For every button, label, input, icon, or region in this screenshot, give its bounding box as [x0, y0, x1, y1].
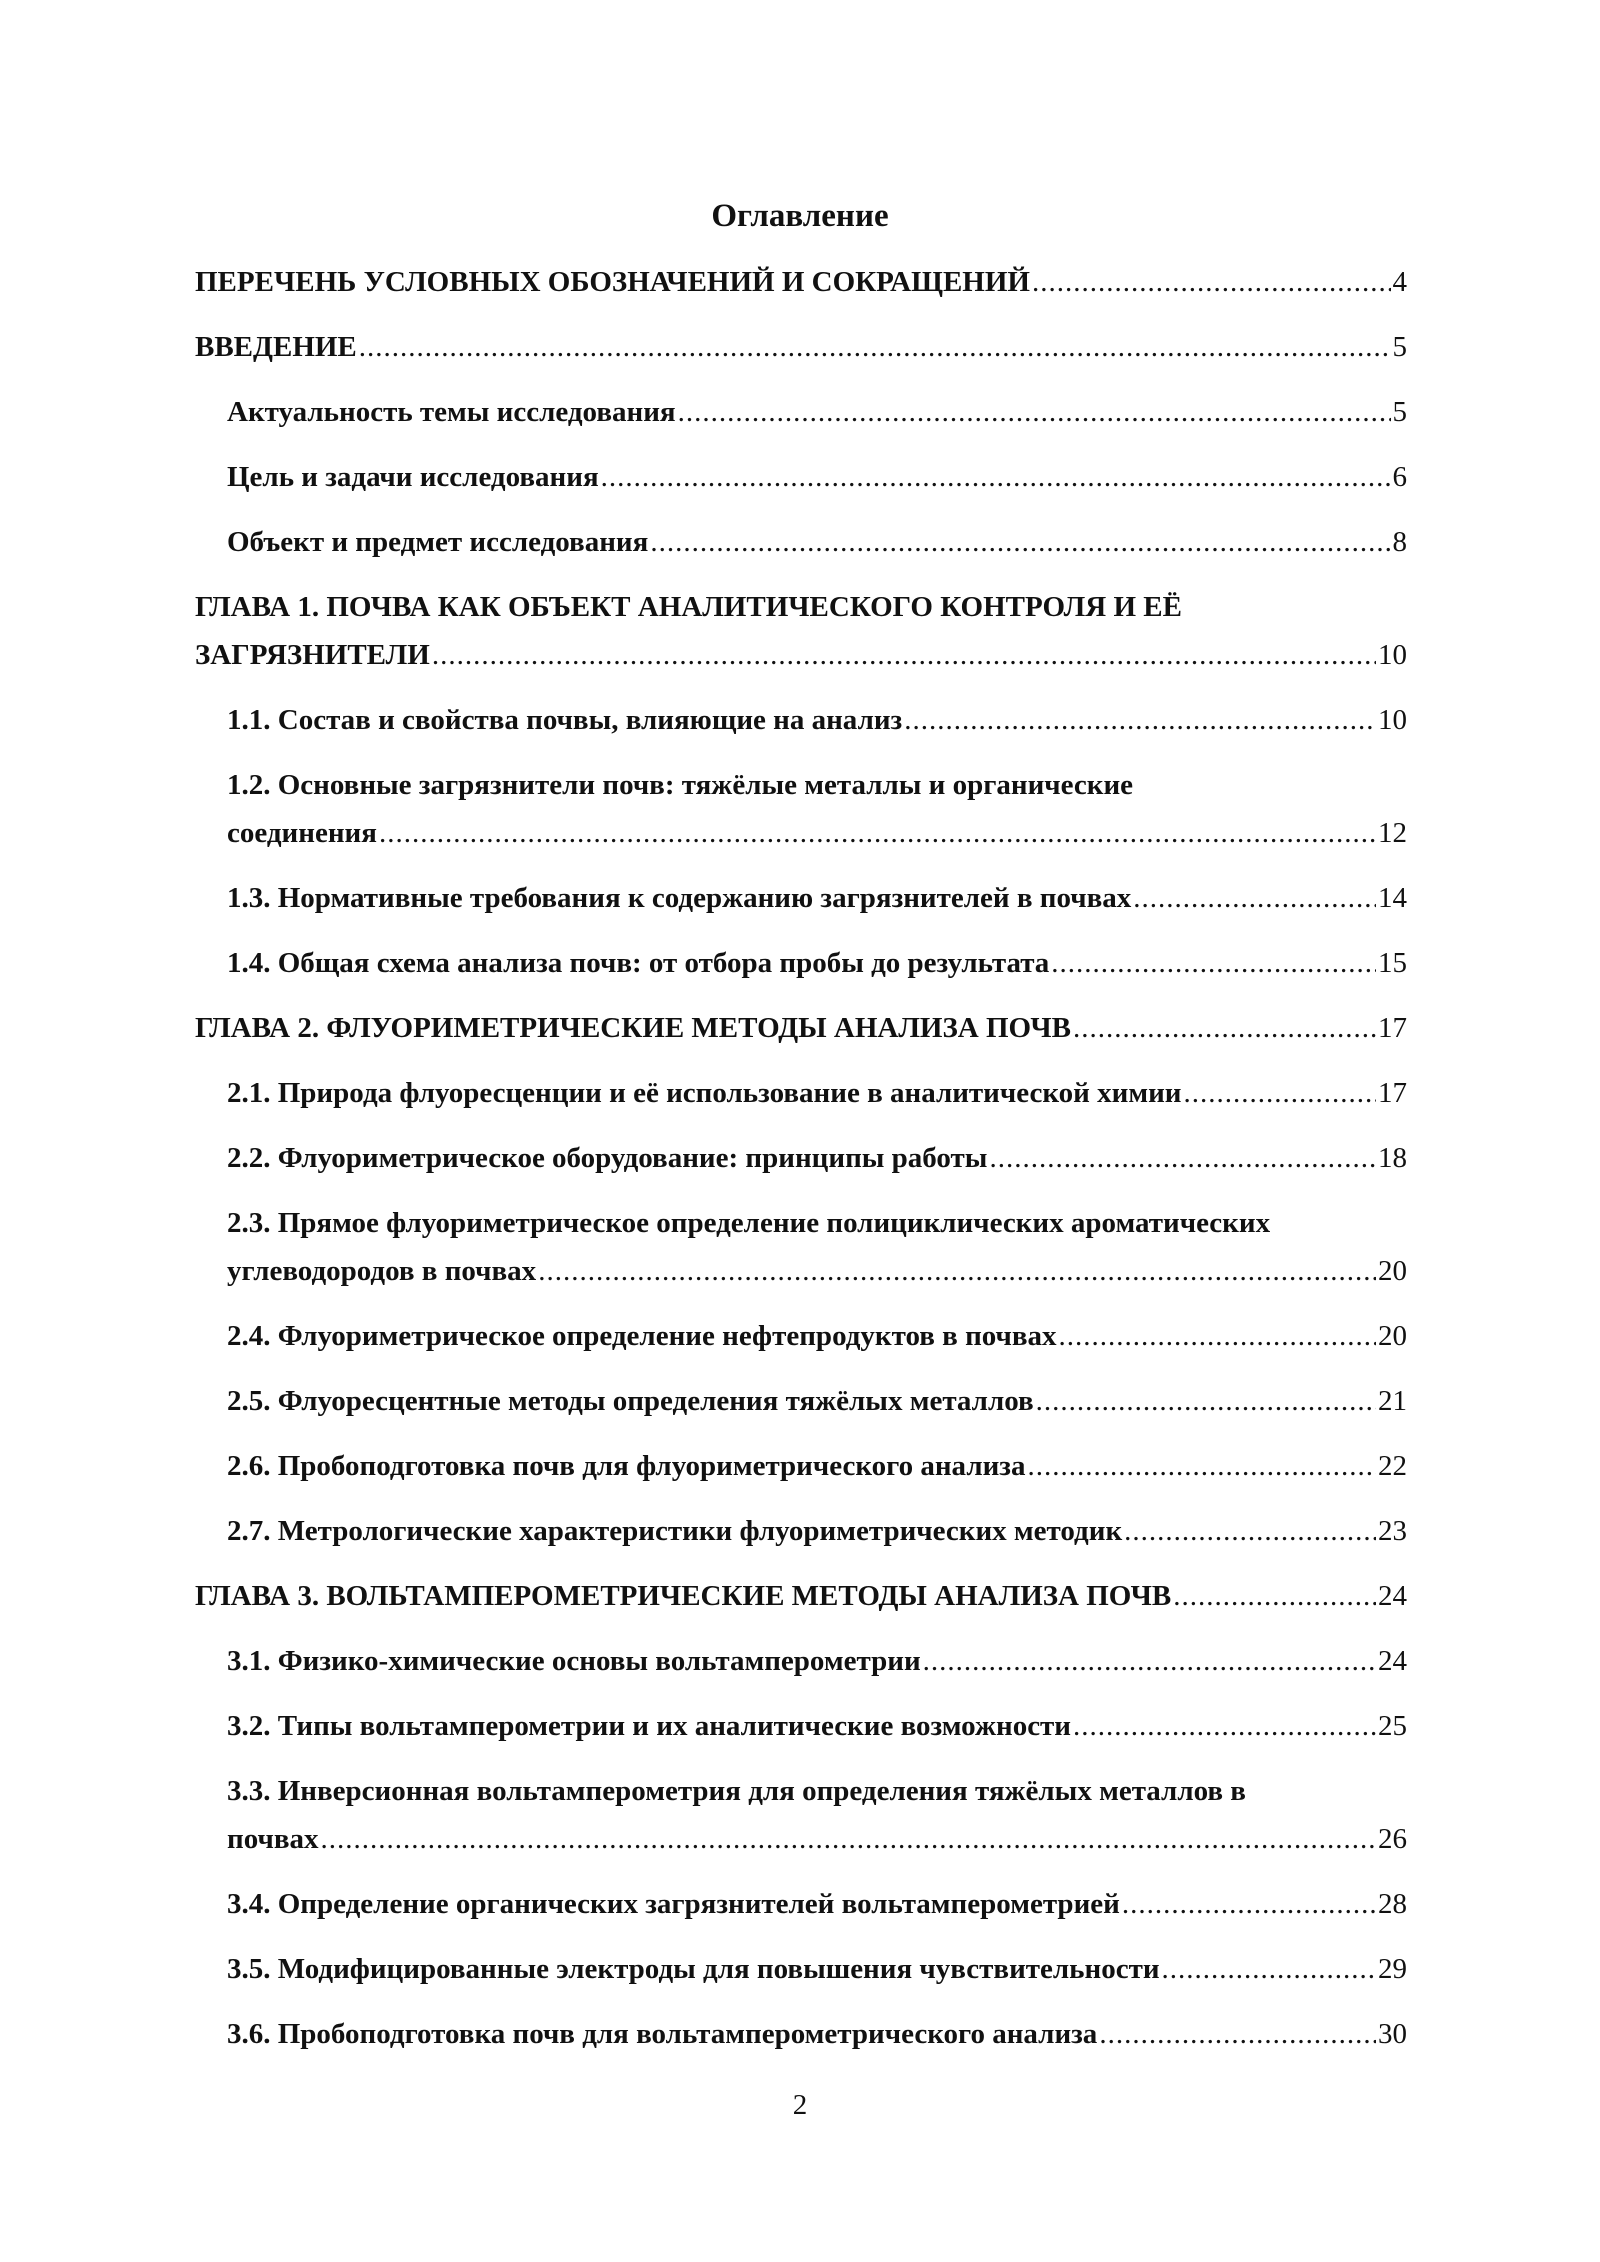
toc-entry-title: ГЛАВА 3. ВОЛЬТАМПЕРОМЕТРИЧЕСКИЕ МЕТОДЫ АНАЛИЗА ПОЧВ	[195, 1580, 1172, 1612]
toc-entry-title: 2.4. Флуориметрическое определение нефтепродуктов в почвах	[227, 1320, 1057, 1352]
toc-entry-title: 3.2. Типы вольтамперометрии и их аналитические возможности	[227, 1710, 1072, 1742]
toc-entry[interactable]	[227, 1507, 1407, 1555]
toc-entry-title: 1.4. Общая схема анализа почв: от отбора пробы до результата	[227, 947, 1050, 979]
dot-leader	[1133, 874, 1376, 922]
toc-entry-page-number: 4	[1392, 266, 1407, 298]
toc-entry-page-number: 17	[1378, 1077, 1407, 1109]
toc-entry-page-number: 8	[1392, 526, 1407, 558]
toc-entry[interactable]	[227, 1945, 1407, 1993]
toc-entry-page-number: 26	[1378, 1823, 1407, 1855]
dot-leader	[601, 453, 1391, 501]
toc-entry-title: 1.1. Состав и свойства почвы, влияющие на анализ	[227, 704, 903, 736]
dot-leader	[1032, 258, 1391, 306]
toc-entry-page-number: 20	[1378, 1320, 1407, 1352]
dot-leader	[359, 323, 1391, 371]
dot-leader	[1162, 1945, 1376, 1993]
dot-leader	[1051, 939, 1376, 987]
toc-entry-page-number: 30	[1378, 2018, 1407, 2050]
toc-entry[interactable]	[195, 1572, 1407, 1620]
toc-entry[interactable]	[227, 1134, 1407, 1182]
toc-entry[interactable]	[227, 696, 1407, 744]
toc-entry-page-number: 15	[1378, 947, 1407, 979]
toc-entry[interactable]	[227, 1377, 1407, 1425]
toc-entry[interactable]	[227, 874, 1407, 922]
toc-entry[interactable]	[227, 1767, 1407, 1863]
toc-entry-page-number: 21	[1378, 1385, 1407, 1417]
dot-leader	[1073, 1702, 1376, 1750]
toc-title: Оглавление	[711, 198, 889, 234]
toc-entry[interactable]	[227, 1702, 1407, 1750]
toc-entry-title-line1: 1.2. Основные загрязнители почв: тяжёлые металлы и органические	[227, 769, 1134, 801]
toc-entry[interactable]	[195, 1004, 1407, 1052]
toc-entry-page-number: 12	[1378, 817, 1407, 849]
dot-leader	[1099, 2010, 1376, 2058]
toc-entry-page-number: 20	[1378, 1255, 1407, 1287]
toc-entry[interactable]	[227, 388, 1407, 436]
toc-entry-title: 2.6. Пробоподготовка почв для флуориметрического анализа	[227, 1450, 1026, 1482]
toc-entry-title-line1: 2.3. Прямое флуориметрическое определение полициклических ароматических	[227, 1207, 1271, 1239]
toc-entry-page-number: 18	[1378, 1142, 1407, 1174]
dot-leader	[904, 696, 1376, 744]
dot-leader	[1122, 1880, 1376, 1928]
toc-entry-title: 3.6. Пробоподготовка почв для вольтамперометрического анализа	[227, 2018, 1098, 2050]
dot-leader	[1184, 1069, 1377, 1117]
toc-entry-page-number: 5	[1392, 331, 1407, 363]
toc-entry-title: ЗАГРЯЗНИТЕЛИ	[195, 639, 430, 671]
toc-entry-title: углеводородов в почвах	[227, 1255, 537, 1287]
toc-entry-title: 3.5. Модифицированные электроды для повышения чувствительности	[227, 1953, 1160, 1985]
toc-entry-page-number: 24	[1378, 1580, 1407, 1612]
dot-leader	[432, 631, 1376, 679]
dot-leader	[538, 1247, 1376, 1295]
toc-entry-title: Актуальность темы исследования	[227, 396, 676, 428]
dot-leader	[379, 809, 1376, 857]
toc-entry-title: 2.5. Флуоресцентные методы определения тяжёлых металлов	[227, 1385, 1034, 1417]
dot-leader	[1036, 1377, 1376, 1425]
toc-entry-title: 2.7. Метрологические характеристики флуориметрических методик	[227, 1515, 1123, 1547]
dot-leader	[1073, 1004, 1376, 1052]
toc-entry-title-line1: 3.3. Инверсионная вольтамперометрия для определения тяжёлых металлов в	[227, 1775, 1246, 1807]
toc-entry[interactable]	[227, 1442, 1407, 1490]
toc-entry-title: 2.2. Флуориметрическое оборудование: принципы работы	[227, 1142, 988, 1174]
toc-entry-title: 1.3. Нормативные требования к содержанию загрязнителей в почвах	[227, 882, 1132, 914]
toc-entry[interactable]	[227, 453, 1407, 501]
toc-entry-page-number: 5	[1392, 396, 1407, 428]
toc-entry[interactable]	[195, 323, 1407, 371]
toc-entry[interactable]	[227, 1199, 1407, 1295]
toc-entry[interactable]	[227, 518, 1407, 566]
toc-entry[interactable]	[227, 1880, 1407, 1928]
toc-entry-page-number: 24	[1378, 1645, 1407, 1677]
table-of-contents	[195, 258, 1407, 2075]
toc-entry-page-number: 28	[1378, 1888, 1407, 1920]
dot-leader	[989, 1134, 1376, 1182]
dot-leader	[1059, 1312, 1376, 1360]
toc-entry-title: 3.4. Определение органических загрязнителей вольтамперометрией	[227, 1888, 1120, 1920]
toc-entry-title: 2.1. Природа флуоресценции и её использование в аналитической химии	[227, 1077, 1182, 1109]
toc-entry-page-number: 6	[1392, 461, 1407, 493]
toc-entry-title-line1: ГЛАВА 1. ПОЧВА КАК ОБЪЕКТ АНАЛИТИЧЕСКОГО КОНТРОЛЯ И ЕЁ	[195, 591, 1182, 623]
toc-entry-title: 3.1. Физико-химические основы вольтамперометрии	[227, 1645, 921, 1677]
toc-entry-page-number: 22	[1378, 1450, 1407, 1482]
dot-leader	[678, 388, 1391, 436]
toc-entry[interactable]	[227, 1637, 1407, 1685]
toc-entry-title: Объект и предмет исследования	[227, 526, 649, 558]
dot-leader	[1173, 1572, 1376, 1620]
toc-entry[interactable]	[227, 2010, 1407, 2058]
dot-leader	[1124, 1507, 1376, 1555]
toc-entry-title: ПЕРЕЧЕНЬ УСЛОВНЫХ ОБОЗНАЧЕНИЙ И СОКРАЩЕНИЙ	[195, 266, 1030, 298]
toc-entry-title: Цель и задачи исследования	[227, 461, 599, 493]
toc-entry[interactable]	[227, 1069, 1407, 1117]
toc-entry-page-number: 17	[1378, 1012, 1407, 1044]
toc-entry-title: почвах	[227, 1823, 319, 1855]
dot-leader	[1027, 1442, 1376, 1490]
toc-entry-page-number: 29	[1378, 1953, 1407, 1985]
page-number: 2	[792, 2089, 808, 2121]
toc-entry-page-number: 23	[1378, 1515, 1407, 1547]
dot-leader	[320, 1815, 1376, 1863]
toc-entry[interactable]	[227, 939, 1407, 987]
toc-entry-page-number: 25	[1378, 1710, 1407, 1742]
toc-entry[interactable]	[195, 258, 1407, 306]
toc-entry[interactable]	[227, 1312, 1407, 1360]
toc-entry[interactable]	[227, 761, 1407, 857]
toc-entry-page-number: 10	[1378, 639, 1407, 671]
toc-entry-title: соединения	[227, 817, 377, 849]
dot-leader	[923, 1637, 1376, 1685]
toc-entry-title: ГЛАВА 2. ФЛУОРИМЕТРИЧЕСКИЕ МЕТОДЫ АНАЛИЗА ПОЧВ	[195, 1012, 1072, 1044]
toc-entry-title: ВВЕДЕНИЕ	[195, 331, 357, 363]
toc-entry-page-number: 10	[1378, 704, 1407, 736]
dot-leader	[650, 518, 1390, 566]
toc-entry-page-number: 14	[1378, 882, 1407, 914]
toc-entry[interactable]	[195, 583, 1407, 679]
